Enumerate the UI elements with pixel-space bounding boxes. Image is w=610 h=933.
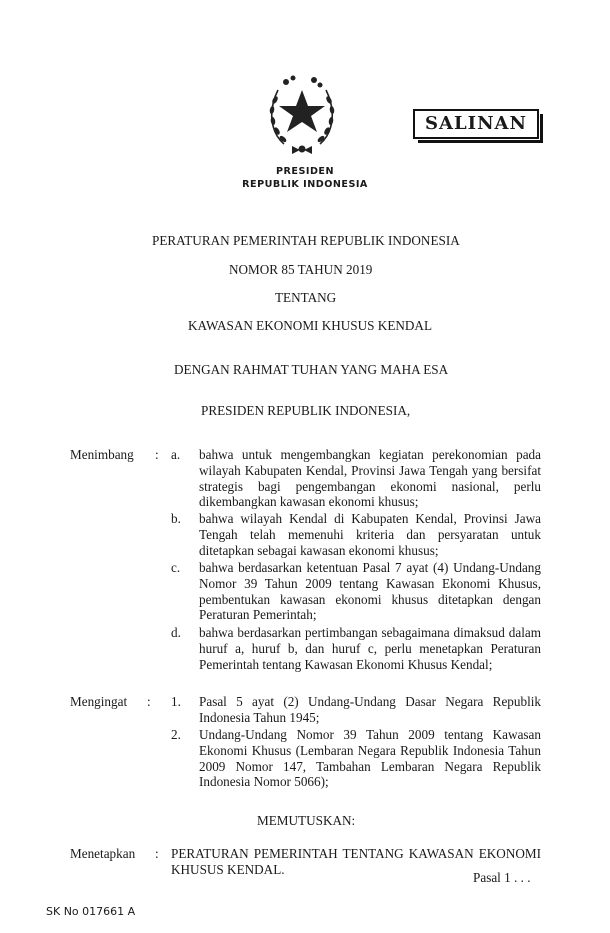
menimbang-item-a: bahwa untuk mengembangkan kegiatan perekonomian pada wilayah Kabupaten Kendal, Provinsi Jawa Tengah yang bersifat strategis bagi pengembangan ekonomi nasional, perlu dikembangkan kawasan ekonomi khusus; <box>199 447 541 510</box>
title-president: PRESIDEN REPUBLIK INDONESIA, <box>201 403 411 418</box>
menimbang-item-d: bahwa berdasarkan pertimbangan sebagaimana dimaksud dalam huruf a, huruf b, dan huruf c, perlu menetapkan Peraturan Pemerintah tentang Kawasan Ekonomi Khusus Kendal; <box>199 625 541 672</box>
title-subject: KAWASAN EKONOMI KHUSUS KENDAL <box>188 318 433 333</box>
mengingat-item-2: Undang-Undang Nomor 39 Tahun 2009 tentang Kawasan Ekonomi Khusus (Lembaran Negara Republik Indonesia Tahun 2009 Nomor 147, Tambahan Lembaran Negara Republik Indonesia Nomor 5066); <box>199 727 541 790</box>
header-presiden: PRESIDEN <box>276 166 334 177</box>
mengingat-item-1: Pasal 5 ayat (2) Undang-Undang Dasar Negara Republik Indonesia Tahun 1945; <box>199 694 541 725</box>
menimbang-marker-c: c. <box>171 560 181 575</box>
menimbang-label: Menimbang <box>70 447 134 462</box>
menimbang-marker-d: d. <box>171 625 181 640</box>
menetapkan-label: Menetapkan <box>70 846 136 861</box>
continuation-marker: Pasal 1 . . . <box>473 870 531 885</box>
memutuskan-heading: MEMUTUSKAN: <box>257 813 356 828</box>
title-tentang: TENTANG <box>275 290 337 305</box>
menimbang-marker-b: b. <box>171 511 181 526</box>
menimbang-colon: : <box>155 447 159 462</box>
menimbang-item-c: bahwa berdasarkan ketentuan Pasal 7 ayat (4) Undang-Undang Nomor 39 Tahun 2009 tentang Kawasan Ekonomi Khusus, pembentukan kawasan ekonomi khusus ditetapkan dengan Peraturan Pemerintah; <box>199 560 541 623</box>
title-preamble: DENGAN RAHMAT TUHAN YANG MAHA ESA <box>174 362 449 377</box>
mengingat-colon: : <box>147 694 151 709</box>
mengingat-marker-2: 2. <box>171 727 181 742</box>
footer-code: SK No 017661 A <box>46 905 136 918</box>
title-regulation: PERATURAN PEMERINTAH REPUBLIK INDONESIA <box>152 233 460 248</box>
menimbang-item-b: bahwa wilayah Kendal di Kabupaten Kendal, Provinsi Jawa Tengah telah memenuhi kriteria dan persyaratan untuk ditetapkan sebagai kawasan ekonomi khusus; <box>199 511 541 558</box>
mengingat-marker-1: 1. <box>171 694 181 709</box>
presidential-emblem <box>262 70 342 156</box>
header-republik: REPUBLIK INDONESIA <box>242 179 368 190</box>
menetapkan-colon: : <box>155 846 159 861</box>
menimbang-marker-a: a. <box>171 447 181 462</box>
title-number: NOMOR 85 TAHUN 2019 <box>229 262 373 277</box>
mengingat-label: Mengingat <box>70 694 128 709</box>
salinan-stamp: SALINAN <box>413 109 539 139</box>
menetapkan-text: PERATURAN PEMERINTAH TENTANG KAWASAN EKONOMI KHUSUS KENDAL. <box>171 846 541 877</box>
